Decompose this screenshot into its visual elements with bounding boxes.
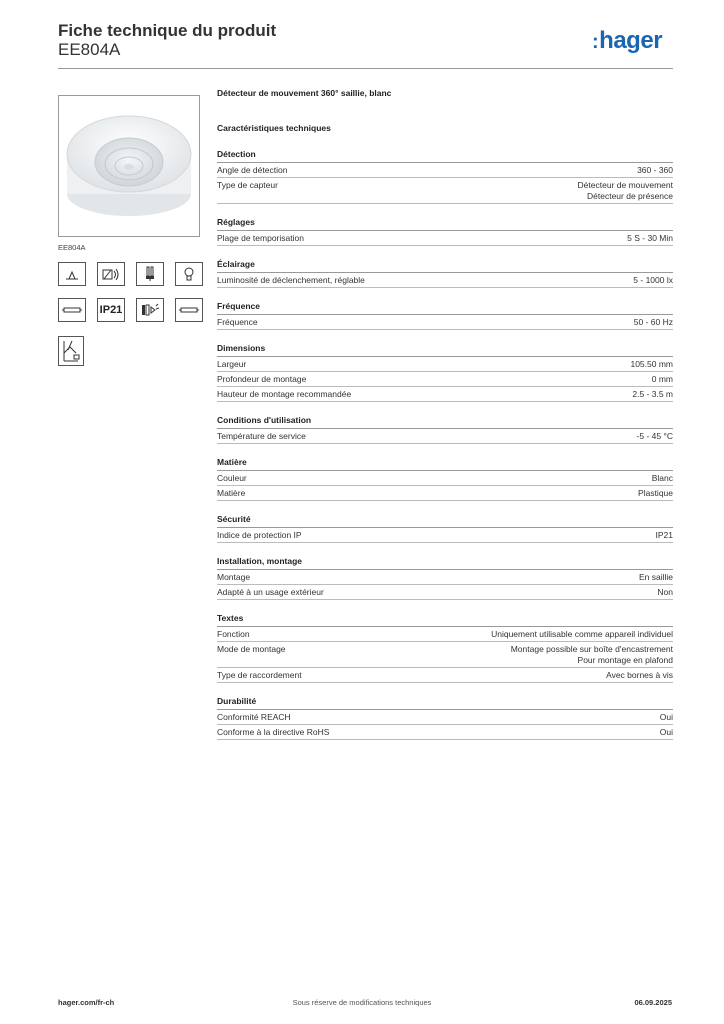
spec-value: Uniquement utilisable comme appareil individuel [491,629,673,639]
spec-label: Plage de temporisation [217,233,304,243]
spec-row [217,710,673,725]
logo-dots-icon: : [592,31,599,53]
spec-value: Avec bornes à vis [606,670,673,680]
ip-rating-icon [97,298,125,322]
ip-rating-label: IP21 [99,304,123,316]
spec-value: 50 - 60 Hz [633,317,673,327]
spec-label: Montage [217,572,251,582]
spec-value: Oui [659,727,673,737]
spec-group [217,613,673,683]
spec-group-title: Matière [217,457,673,471]
spec-value: 360 - 360 [637,165,673,175]
spec-group-title: Conditions d'utilisation [217,415,673,429]
spec-value: 0 mm [651,374,673,384]
spec-label: Angle de détection [217,165,288,175]
spec-value: Oui [659,712,673,722]
spec-table [217,88,673,740]
spec-label: Adapté à un usage extérieur [217,587,324,597]
spec-group-title: Dimensions [217,343,673,357]
spec-row [217,429,673,444]
spec-label: Conforme à la directive RoHS [217,727,330,737]
spec-group-title: Éclairage [217,259,673,273]
spec-group [217,457,673,501]
spec-row [217,357,673,372]
spec-row [217,178,673,204]
surface-mount-icon [58,336,84,366]
product-name: Détecteur de mouvement 360° saillie, blanc [217,88,392,98]
logo-text: hager [599,27,663,54]
spec-group-title: Réglages [217,217,673,231]
led-driver-icon [136,298,164,322]
spec-value: 5 S - 30 Min [627,233,673,243]
spec-label: Fréquence [217,317,258,327]
spec-group [217,149,673,204]
spec-row [217,387,673,402]
spec-group-title: Fréquence [217,301,673,315]
spec-label: Type de capteur [217,180,278,190]
spec-group-title: Détection [217,149,673,163]
spec-group [217,415,673,444]
spec-label: Largeur [217,359,247,369]
spec-label: Hauteur de montage recommandée [217,389,352,399]
spec-row [217,273,673,288]
bulb-icon [175,262,203,286]
spec-group-title: Textes [217,613,673,627]
spec-row [217,570,673,585]
spec-label: Matière [217,488,246,498]
spec-label: Conformité REACH [217,712,291,722]
page-title: Fiche technique du produit [58,21,277,40]
ceiling-mount-icon [58,262,86,286]
spec-value: En saillie [638,572,673,582]
spec-row [217,471,673,486]
spec-label: Type de raccordement [217,670,302,680]
spec-value: Détecteur de mouvement Détecteur de présence [577,180,673,201]
spec-value: 2.5 - 3.5 m [632,389,673,399]
spec-value: Non [657,587,673,597]
spec-value: Plastique [638,488,673,498]
spec-group [217,696,673,740]
spec-row [217,627,673,642]
motion-detector-photo-icon [59,96,199,236]
footer-website: hager.com/fr-ch [58,998,115,1007]
header-divider [58,68,673,69]
fluorescent-lamp-icon [136,262,164,286]
linear-lamp-icon-2 [175,298,203,322]
section-heading: Caractéristiques techniques [217,123,331,133]
spec-label: Température de service [217,431,306,441]
spec-value: IP21 [655,530,673,540]
spec-group [217,343,673,402]
spec-row [217,163,673,178]
spec-row [217,315,673,330]
spec-group [217,514,673,543]
spec-group [217,259,673,288]
spec-value: 105.50 mm [630,359,673,369]
product-image [58,95,200,237]
footer-notice: Sous réserve de modifications techniques [292,998,432,1007]
spec-row [217,668,673,683]
spec-group [217,556,673,600]
spec-label: Luminosité de déclenchement, réglable [217,275,365,285]
spec-label: Fonction [217,629,250,639]
footer-date: 06.09.2025 [634,998,672,1007]
spec-value: 5 - 1000 lx [633,275,673,285]
spec-label: Indice de protection IP [217,530,302,540]
linear-lamp-icon [58,298,86,322]
spec-group-title: Durabilité [217,696,673,710]
spec-row [217,231,673,246]
spec-group-title: Sécurité [217,514,673,528]
spec-value: Blanc [651,473,673,483]
spec-value: Montage possible sur boîte d'encastrement Pour montage en plafond [510,644,673,665]
spec-row [217,585,673,600]
spec-group [217,301,673,330]
image-caption: EE804A [58,243,86,252]
spec-group-title: Installation, montage [217,556,673,570]
product-reference: EE804A [58,40,121,59]
spec-row [217,642,673,668]
hager-logo [592,27,662,56]
spec-row [217,528,673,543]
spec-label: Profondeur de montage [217,374,307,384]
spec-label: Couleur [217,473,247,483]
motion-detector-icon [97,262,125,286]
spec-row [217,486,673,501]
spec-row [217,725,673,740]
spec-value: -5 - 45 °C [636,431,673,441]
spec-group [217,217,673,246]
spec-row [217,372,673,387]
spec-groups [217,149,673,740]
spec-label: Mode de montage [217,644,286,654]
